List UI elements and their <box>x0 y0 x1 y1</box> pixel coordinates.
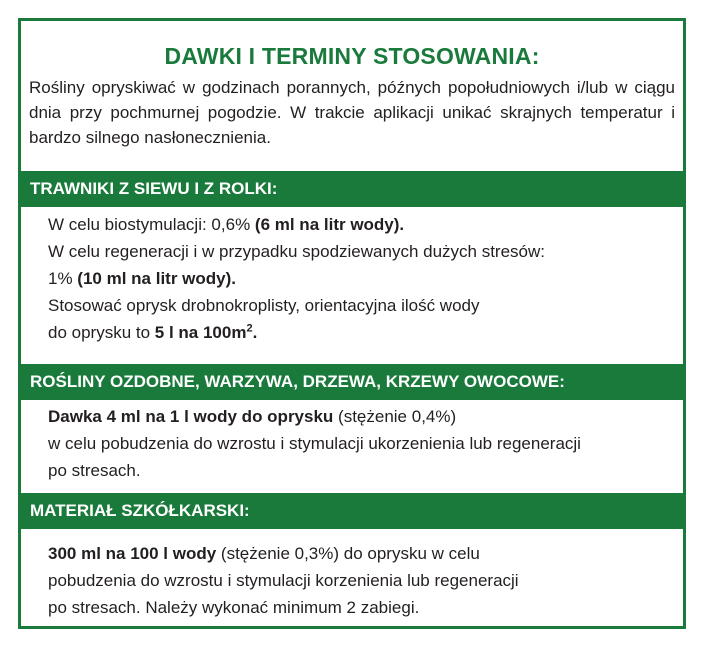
section-body-nursery <box>48 540 675 621</box>
section-heading-nursery: MATERIAŁ SZKÓŁKARSKI: <box>21 493 683 529</box>
lawns-line-2: W celu regeneracji i w przypadku spodziewanych dużych stresów: <box>48 242 546 261</box>
intro-paragraph: Rośliny opryskiwać w godzinach porannych, późnych popołudniowych i/lub w ciągu dnia przy pochmurnej pogodzie. W trakcie aplikacji unikać skrajnych temperatur i bardzo silnego nasłonecznienia. <box>29 78 675 147</box>
section-body-ornamentals <box>48 403 675 484</box>
ornamentals-line-3: po stresach. <box>48 461 141 480</box>
ornamentals-line-1: Dawka 4 ml na 1 l wody do oprysku (stężenie 0,4%) <box>48 407 457 426</box>
lawns-line-5: do oprysku to 5 l na $100m^2$. <box>48 322 258 342</box>
nursery-line-1: 300 ml na 100 l wody (stężenie 0,3%) do oprysku w celu <box>48 544 480 563</box>
dosage-panel <box>18 18 686 629</box>
panel-title: DAWKI I TERMINY STOSOWANIA: <box>164 43 540 69</box>
lawns-line-3: 1% (10 ml na litr wody). <box>48 269 236 288</box>
section-body-lawns <box>48 211 675 346</box>
section-heading-lawns: TRAWNIKI Z SIEWU I Z ROLKI: <box>21 171 683 207</box>
nursery-line-2: pobudzenia do wzrostu i stymulacji korzenienia lub regeneracji <box>48 571 519 590</box>
nursery-line-3: po stresach. Należy wykonać minimum 2 zabiegi. <box>48 598 420 617</box>
lawns-line-4: Stosować oprysk drobnokroplisty, orientacyjna ilość wody <box>48 296 480 315</box>
lawns-line-1: W celu biostymulacji: 0,6% (6 ml na litr wody). <box>48 215 405 234</box>
section-heading-ornamentals: ROŚLINY OZDOBNE, WARZYWA, DRZEWA, KRZEWY OWOCOWE: <box>21 364 683 400</box>
ornamentals-line-2: w celu pobudzenia do wzrostu i stymulacji ukorzenienia lub regeneracji <box>48 434 581 453</box>
